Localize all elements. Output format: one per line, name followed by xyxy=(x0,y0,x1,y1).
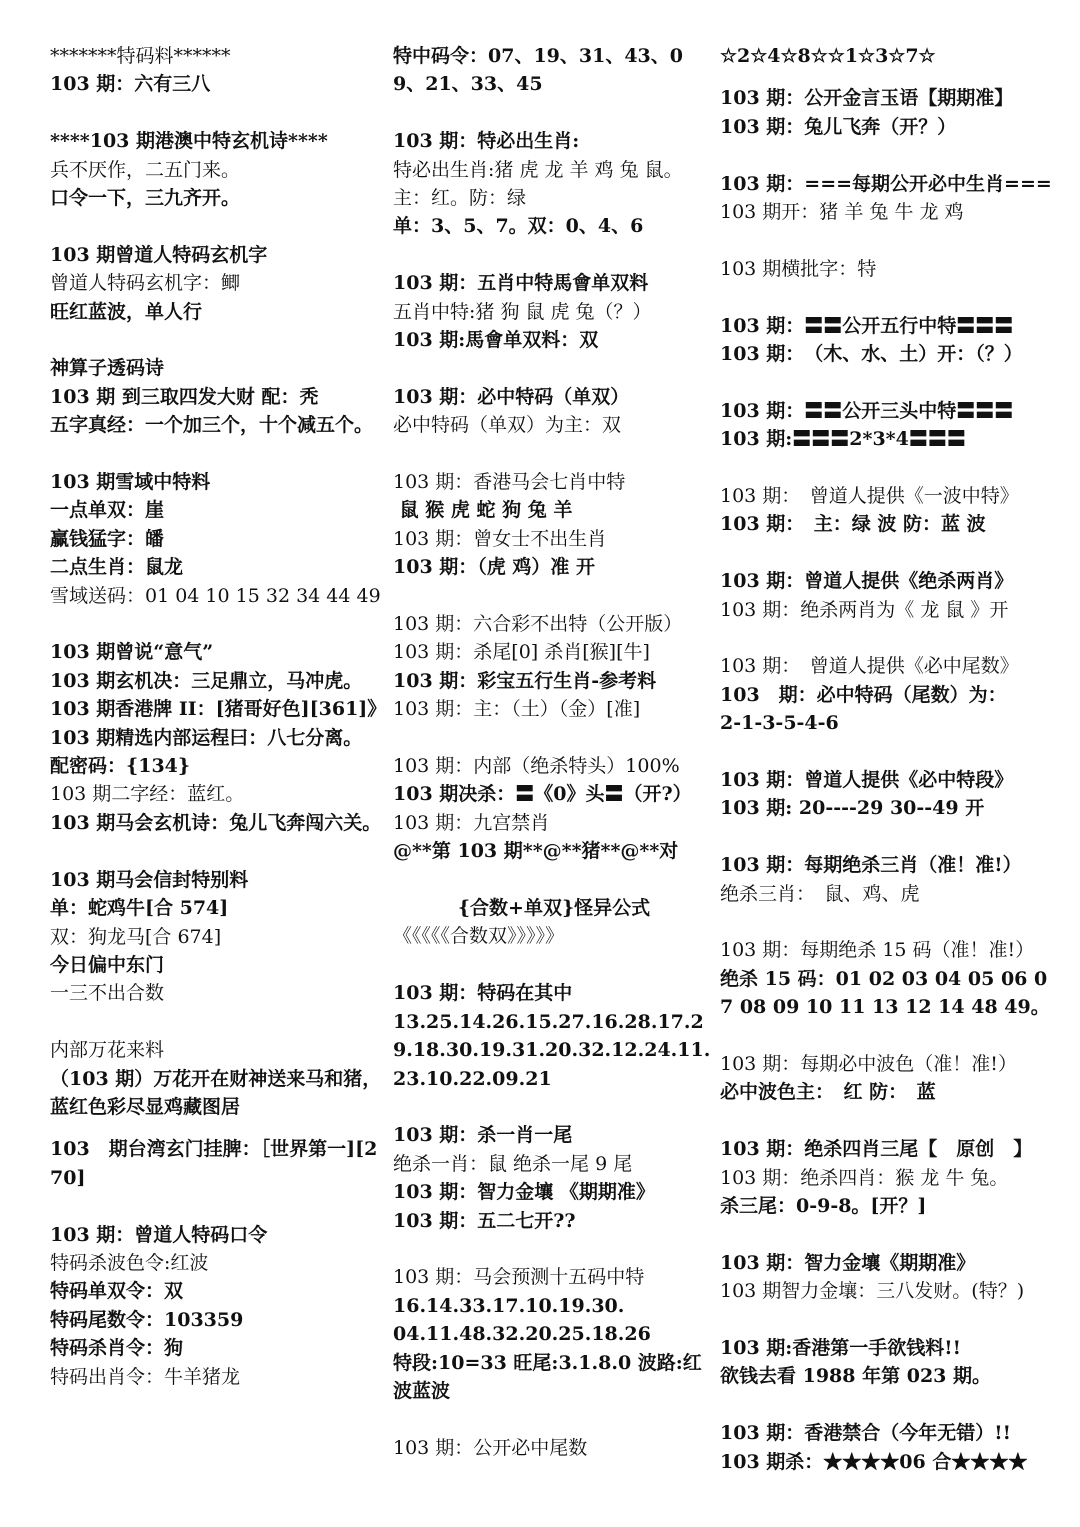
text-line: 103 期：智力金壤《期期准》 xyxy=(720,1251,976,1274)
text-line: 特段:10=33 旺尾:3.1.8.0 波路:红波蓝波 xyxy=(393,1351,702,1402)
spacer xyxy=(50,837,382,865)
text-line: 103 期： 主：绿 波 防：蓝 波 xyxy=(720,513,986,536)
text-line: 103 期横批字：特 xyxy=(720,257,877,280)
text-line: 欲钱去看 1988 年第 023 期。 xyxy=(720,1365,992,1388)
spacer xyxy=(393,866,715,894)
text-line: 一三不出合数 xyxy=(50,982,165,1005)
spacer xyxy=(720,141,1055,169)
text-line: 单：蛇鸡牛[合 574] xyxy=(50,897,229,920)
spacer xyxy=(393,1093,715,1121)
text-line: 雪域送码：01 04 10 15 32 34 44 49 xyxy=(50,584,381,607)
spacer xyxy=(50,1008,382,1036)
spacer xyxy=(393,724,715,752)
spacer xyxy=(393,241,715,269)
text-line: 特码单双令：双 xyxy=(50,1280,184,1303)
text-line: 旺红蓝波，单人行 xyxy=(50,300,203,323)
text-line: ☆2☆4☆8☆☆1☆3☆7☆ xyxy=(720,45,936,67)
text-line: 103 期：六合彩不出特（公开版） xyxy=(393,613,683,636)
text-line: 103 期： 曾道人提供《一波中特》 xyxy=(720,485,1019,508)
spacer xyxy=(393,99,715,127)
text-line: 主：红。防：绿 xyxy=(393,187,527,210)
text-line: 16.14.33.17.10.19.30. xyxy=(393,1294,625,1317)
spacer xyxy=(720,70,1055,84)
text-line: @**第 103 期**@**猪**@**对 xyxy=(393,840,679,863)
text-line: 103 期：杀一肖一尾 xyxy=(393,1124,573,1147)
text-line: 二点生肖：鼠龙 xyxy=(50,556,184,579)
text-line: 绝杀一肖：鼠 绝杀一尾 9 尾 xyxy=(393,1152,633,1175)
spacer xyxy=(720,1306,1055,1334)
text-line: 13.25.14.26.15.27.16.28.17.29.18.30.19.31.20.32.12.24.11.23.10.22.09.21 xyxy=(393,1010,711,1090)
text-line: ****103 期港澳中特玄机诗**** xyxy=(50,130,328,153)
text-line: 赢钱猛字：皤 xyxy=(50,527,165,550)
text-line: 103 期：主：（土）（金）[准] xyxy=(393,698,641,721)
text-line: 103 期杀：★★★★06 合★★★★ xyxy=(720,1450,1028,1473)
spacer xyxy=(720,226,1055,254)
text-line: 103 期：五肖中特馬會单双料 xyxy=(393,272,649,295)
text-line: 103 期：五二七开?? xyxy=(393,1209,576,1232)
text-line: 103 期：每期绝杀 15 码（准！准!） xyxy=(720,939,1035,962)
text-line: 103 期：每期绝杀三肖（准！准!） xyxy=(720,854,1022,877)
text-line: 103 期马会信封特别料 xyxy=(50,868,249,891)
text-line: 五肖中特:猪 狗 鼠 虎 兔（？） xyxy=(393,300,652,323)
text-line: 103 期：===每期公开必中生肖=== xyxy=(720,172,1052,195)
text-line: 神算子透码诗 xyxy=(50,357,165,380)
spacer xyxy=(720,738,1055,766)
text-line: 特码杀肖令：狗 xyxy=(50,1337,184,1360)
spacer xyxy=(720,368,1055,396)
text-line: 103 期：曾道人特码口令 xyxy=(50,1223,268,1246)
text-line: 103 期:香港第一手欲钱料!! xyxy=(720,1337,961,1360)
text-line: *******特码料****** xyxy=(50,45,231,67)
text-line: 103 期：〓〓公开五行中特〓〓〓 xyxy=(720,314,1014,337)
text-line: 103 期： 曾道人提供《必中尾数》 xyxy=(720,655,1019,678)
text-line: 绝杀 15 码：01 02 03 04 05 06 07 08 09 10 11 13 12 14 48 49。 xyxy=(720,967,1050,1019)
spacer xyxy=(50,1192,382,1220)
text-line: 103 期:馬會单双料：双 xyxy=(393,329,599,352)
spacer xyxy=(720,1107,1055,1135)
spacer xyxy=(393,1405,715,1433)
spacer xyxy=(720,539,1055,567)
text-line: 103 期:〓〓〓2*3*4〓〓〓 xyxy=(720,428,966,451)
text-line: 04.11.48.32.20.25.18.26 xyxy=(393,1323,651,1346)
spacer xyxy=(393,951,715,979)
column-right xyxy=(720,42,1055,1476)
spacer xyxy=(720,1391,1055,1419)
text-line: 103 期：特必出生肖: xyxy=(393,130,580,153)
text-line: 必中波色主： 红 防： 蓝 xyxy=(720,1081,936,1104)
text-line: 103 期：必中特码（单双） xyxy=(393,385,630,408)
text-line: 103 期：智力金壤 《期期准》 xyxy=(393,1181,655,1204)
spacer xyxy=(50,440,382,468)
text-line: 103 期：绝杀四肖：猴 龙 牛 兔。 xyxy=(720,1166,1009,1189)
text-line: 103 期：（虎 鸡）准 开 xyxy=(393,556,596,579)
text-line: 特码杀波色令:红波 xyxy=(50,1251,209,1274)
text-line: 103 期马会玄机诗：兔儿飞奔闯六关。 xyxy=(50,811,382,834)
text-line: 2-1-3-5-4-6 xyxy=(720,712,839,735)
text-line: 103 期玄机决：三足鼎立，马冲虎。 xyxy=(50,669,363,692)
text-line: 特码出肖令：牛羊猪龙 xyxy=(50,1365,241,1388)
text-line: 特码尾数令：103359 xyxy=(50,1308,244,1331)
text-line: 103 期：公开必中尾数 xyxy=(393,1436,588,1459)
text-line: {合数+单双}怪异公式 xyxy=(457,897,651,920)
spacer xyxy=(720,1220,1055,1248)
text-line: 103 期曾道人特码玄机字 xyxy=(50,243,268,266)
spacer xyxy=(720,454,1055,482)
spacer xyxy=(720,624,1055,652)
text-line: 103 期: 20----29 30--49 开 xyxy=(720,797,985,820)
column-left xyxy=(50,42,387,1391)
text-line: 103 期曾说“意气” xyxy=(50,641,214,664)
text-line: 103 期：必中特码（尾数）为： xyxy=(720,683,1007,706)
text-line: 特必出生肖:猪 虎 龙 羊 鸡 兔 鼠。 xyxy=(393,158,683,181)
text-line: 口令一下，三九齐开。 xyxy=(50,187,241,210)
text-line: 103 期：〓〓公开三头中特〓〓〓 xyxy=(720,399,1014,422)
text-line: 103 期决杀：〓《0》头〓（开?） xyxy=(393,783,692,806)
text-line: 103 期：杀尾[0] 杀肖[猴][牛] xyxy=(393,641,650,664)
text-line: 103 期：每期必中波色（准！准!） xyxy=(720,1053,1017,1076)
text-line: 绝杀三肖： 鼠、鸡、虎 xyxy=(720,882,920,905)
text-line: 103 期雪域中特料 xyxy=(50,471,211,494)
column-middle xyxy=(393,42,715,1462)
text-line: 103 期：内部（绝杀特头）100% xyxy=(393,755,680,778)
text-line: 103 期香港牌 II：[猪哥好色][361]》 xyxy=(50,698,387,721)
text-line: 103 期精选内部运程曰：八七分离。 xyxy=(50,726,363,749)
text-line: 103 期：香港马会七肖中特 xyxy=(393,471,626,494)
spacer xyxy=(393,354,715,382)
text-line: 杀三尾：0-9-8。[开？] xyxy=(720,1195,927,1218)
spacer xyxy=(50,99,382,127)
text-line: 内部万花来料 xyxy=(50,1039,165,1062)
text-line: 今日偏中东门 xyxy=(50,953,165,976)
spacer xyxy=(393,582,715,610)
text-line: 配密码：{134} xyxy=(50,755,191,778)
text-line: 103 期：兔儿飞奔（开？） xyxy=(720,115,957,138)
text-line: 《《《《《合数双》》》》》 xyxy=(393,925,565,948)
text-line: 103 期：绝杀四肖三尾【 原创 】 xyxy=(720,1138,1033,1161)
text-line: 必中特码（单双）为主：双 xyxy=(393,414,622,437)
text-line: 兵不厌作，二五门来。 xyxy=(50,158,241,181)
text-line: 103 期：绝杀两肖为《 龙 鼠 》开 xyxy=(720,598,1009,621)
text-line: 103 期智力金壤：三八发财。(特？) xyxy=(720,1280,1025,1303)
text-line: 103 期：曾道人提供《必中特段》 xyxy=(720,769,1014,792)
text-line: （103 期）万花开在财神送来马和猪，蓝红色彩尽显鸡藏图居 xyxy=(50,1067,382,1118)
text-line: 特中码令：07、19、31、43、09、21、33、45 xyxy=(393,45,683,96)
text-line: 曾道人特码玄机字：鲫 xyxy=(50,272,241,295)
text-line: 103 期：香港禁合（今年无错）!! xyxy=(720,1422,1011,1445)
spacer xyxy=(720,283,1055,311)
spacer xyxy=(50,326,382,354)
text-line: 103 期：特码在其中 xyxy=(393,982,573,1005)
text-line: 103 期：公开金言玉语【期期准】 xyxy=(720,87,1014,110)
spacer xyxy=(50,610,382,638)
text-line: 一点单双：崖 xyxy=(50,499,165,522)
spacer xyxy=(393,1235,715,1263)
text-line: 103 期：六有三八 xyxy=(50,73,211,96)
spacer xyxy=(720,908,1055,936)
text-line: 103 期： （木、水、土）开：（？） xyxy=(720,343,1023,366)
spacer xyxy=(50,1121,382,1135)
text-line: 103 期二字经：蓝红。 xyxy=(50,783,245,806)
text-line: 双：狗龙马[合 674] xyxy=(50,925,222,948)
text-line: 103 期开：猪 羊 兔 牛 龙 鸡 xyxy=(720,201,964,224)
text-line: 103 期：九宫禁肖 xyxy=(393,811,550,834)
text-line: 103 期 到三取四发大财 配：秃 xyxy=(50,385,319,408)
text-line: 103 期：马会预测十五码中特 xyxy=(393,1266,645,1289)
text-line: 103 期：彩宝五行生肖-参考料 xyxy=(393,669,657,692)
text-line: 五字真经：一个加三个，十个减五个。 xyxy=(50,414,374,437)
text-line: 103 期台湾玄门挂脾：［世界第一][270] xyxy=(50,1138,378,1189)
spacer xyxy=(50,212,382,240)
text-line: 鼠 猴 虎 蛇 狗 兔 羊 xyxy=(393,499,573,522)
text-line: 103 期：曾女士不出生肖 xyxy=(393,527,607,550)
spacer xyxy=(720,1022,1055,1050)
spacer xyxy=(720,823,1055,851)
text-line: 单：3、5、7。双：0、4、6 xyxy=(393,215,644,238)
text-line: 103 期：曾道人提供《绝杀两肖》 xyxy=(720,570,1014,593)
spacer xyxy=(393,440,715,468)
